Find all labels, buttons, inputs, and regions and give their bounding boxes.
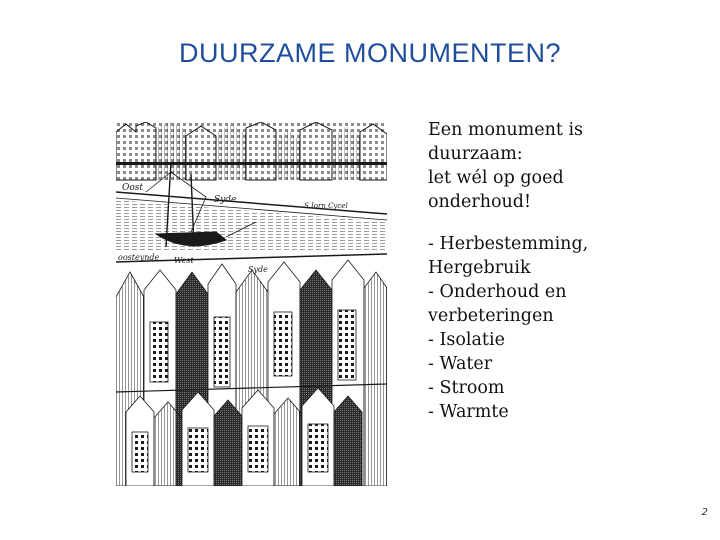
list-item: - Onderhoud en — [428, 282, 567, 302]
intro-line: Een monument is — [428, 120, 584, 140]
slide-body — [428, 118, 698, 424]
list-item: Hergebruik — [428, 258, 531, 278]
list-item: - Isolatie — [428, 330, 505, 350]
page-number: 2 — [701, 507, 708, 518]
intro-line: let wél op goed — [428, 168, 564, 188]
label-syde-bottom: Syde — [248, 265, 268, 274]
label-west: West — [174, 256, 194, 265]
label-ost: Oost — [122, 183, 144, 193]
slide-title: DUURZAME MONUMENTEN? — [178, 38, 561, 68]
list-item: - Stroom — [428, 378, 505, 398]
label-syde-top: Syde — [214, 195, 237, 205]
list-item: - Herbestemming, — [428, 234, 589, 254]
list-item: - Water — [428, 354, 493, 374]
city-engraving-image — [116, 122, 387, 486]
paragraph-gap — [428, 214, 698, 232]
label-hand: S Iorn Cycel — [304, 202, 348, 210]
list-item: verbeteringen — [428, 306, 554, 326]
intro-line: duurzaam: — [428, 144, 523, 164]
list-item: - Warmte — [428, 402, 509, 422]
label-oosteynde: oosteynde — [118, 253, 160, 262]
intro-line: onderhoud! — [428, 192, 532, 212]
top-facades — [116, 122, 387, 180]
lower-houses — [116, 260, 387, 486]
